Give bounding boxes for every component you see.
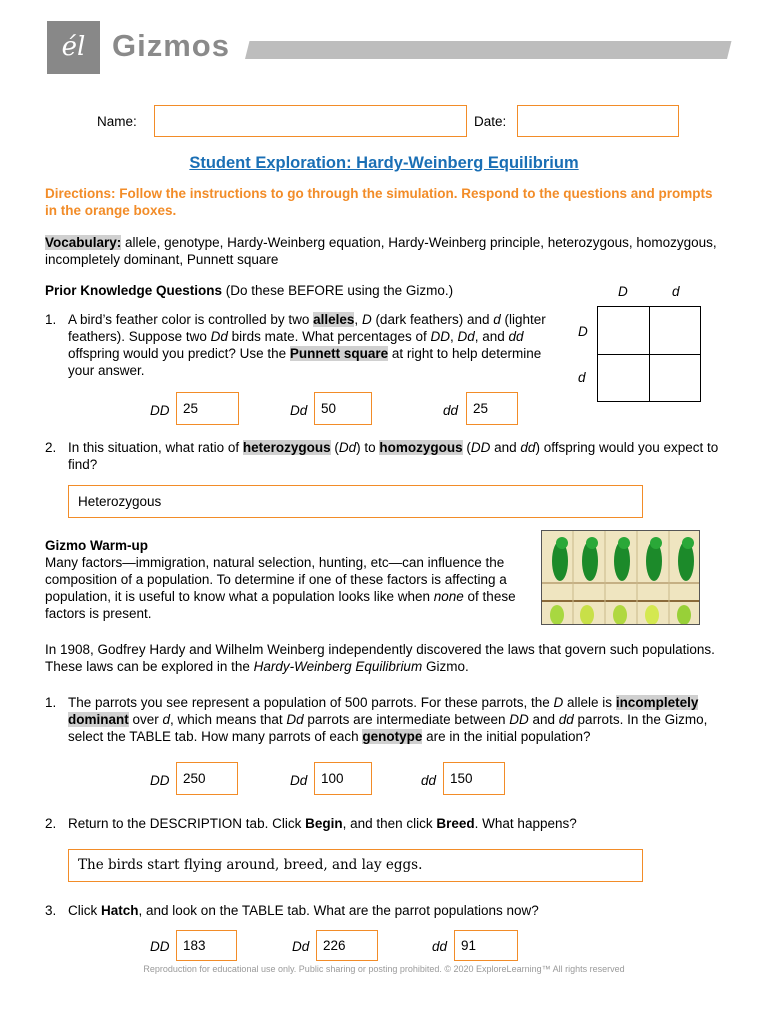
- hatched-dd-hetero-field[interactable]: 226: [316, 930, 378, 961]
- initial-dd-lower-label: dd: [421, 773, 437, 788]
- answer-dd-lower-field[interactable]: 25: [466, 392, 518, 425]
- copyright-footer: Reproduction for educational use only. Public sharing or posting prohibited. © 2020 ExploreLearning™ All rights reserved: [143, 964, 625, 974]
- prior-question-1-text: A bird’s feather color is controlled by two alleles, D (dark feathers) and d (lighter feathers). Suppose two Dd birds mate. What percentages of DD, Dd, and dd offspring would you predict? Use the Punnett square at right to help determine your answer.: [68, 312, 546, 378]
- hatched-dd-hetero-label: Dd: [292, 939, 310, 954]
- answer-dd-lower-label: dd: [443, 403, 459, 418]
- answer-dd-hetero-field[interactable]: 50: [314, 392, 372, 425]
- punnett-col-1-label: D: [618, 284, 628, 299]
- warmup-question-3-text: Click Hatch, and look on the TABLE tab. What are the parrot populations now?: [68, 903, 539, 918]
- warmup-paragraph-2: In 1908, Godfrey Hardy and Wilhelm Weinberg independently discovered the laws that govern such populations. These laws can be explored in the Hardy-Weinberg Equilibrium Gizmo.: [45, 642, 715, 674]
- page-title: Student Exploration: Hardy-Weinberg Equilibrium: [189, 154, 579, 172]
- punnett-divider-horizontal: [598, 354, 700, 355]
- answer-dd-upper-label: DD: [150, 403, 170, 418]
- vocabulary: [45, 234, 725, 268]
- hatched-dd-upper-label: DD: [150, 939, 170, 954]
- ratio-answer-field[interactable]: Heterozygous: [68, 485, 643, 518]
- punnett-row-1-label: D: [578, 324, 588, 339]
- vocabulary-label: Vocabulary:: [45, 235, 122, 250]
- answer-dd-hetero-label: Dd: [290, 403, 308, 418]
- warmup-paragraph-1: Many factors—immigration, natural selection, hunting, etc—can influence the composition of a population. To determine if one of these factors is affecting a population, it is useful to know what a population looks like when none of these factors is present.: [45, 555, 516, 621]
- warmup-question-2-text: Return to the DESCRIPTION tab. Click Begin, and then click Breed. What happens?: [68, 816, 577, 831]
- directions-text: Directions: Follow the instructions to go through the simulation. Respond to the questions and prompts in the orange boxes.: [45, 186, 713, 218]
- punnett-col-2-label: d: [672, 284, 680, 299]
- initial-dd-hetero-field[interactable]: 100: [314, 762, 372, 795]
- gizmos-brand: Gizmos: [112, 28, 230, 63]
- parrots-illustration: [542, 531, 700, 625]
- date-field[interactable]: [517, 105, 679, 137]
- vocabulary-terms: allele, genotype, Hardy-Weinberg equation, Hardy-Weinberg principle, heterozygous, homozygous, incompletely dominant, Punnett square: [45, 235, 717, 267]
- parrots-image: [541, 530, 700, 625]
- punnett-row-2-label: d: [578, 370, 586, 385]
- punnett-square: [597, 306, 701, 402]
- name-label: Name:: [97, 114, 137, 129]
- header-bar: [245, 41, 731, 59]
- initial-dd-lower-field[interactable]: 150: [443, 762, 505, 795]
- prior-knowledge-heading: Prior Knowledge Questions (Do these BEFORE using the Gizmo.): [45, 283, 454, 298]
- hatched-dd-lower-field[interactable]: 91: [454, 930, 518, 961]
- answer-dd-upper-field[interactable]: 25: [176, 392, 239, 425]
- warmup-heading: Gizmo Warm-up: [45, 538, 148, 553]
- initial-dd-upper-label: DD: [150, 773, 170, 788]
- initial-dd-hetero-label: Dd: [290, 773, 308, 788]
- hatched-dd-upper-field[interactable]: 183: [176, 930, 237, 961]
- what-happens-answer-field[interactable]: The birds start flying around, breed, and lay eggs.: [68, 849, 643, 882]
- initial-dd-upper-field[interactable]: 250: [176, 762, 238, 795]
- explorelearning-logo: él: [47, 21, 100, 74]
- warmup-question-1-text: The parrots you see represent a population of 500 parrots. For these parrots, the D allele is incompletely dominant over d, which means that Dd parrots are intermediate between DD and dd parrots. In the Gizmo, select the TABLE tab. How many parrots of each genotype are in the initial population?: [68, 695, 708, 744]
- date-label: Date:: [474, 114, 507, 129]
- name-field[interactable]: [154, 105, 467, 137]
- hatched-dd-lower-label: dd: [432, 939, 448, 954]
- prior-question-2-text: In this situation, what ratio of heterozygous (Dd) to homozygous (DD and dd) offspring would you expect to find?: [68, 440, 719, 472]
